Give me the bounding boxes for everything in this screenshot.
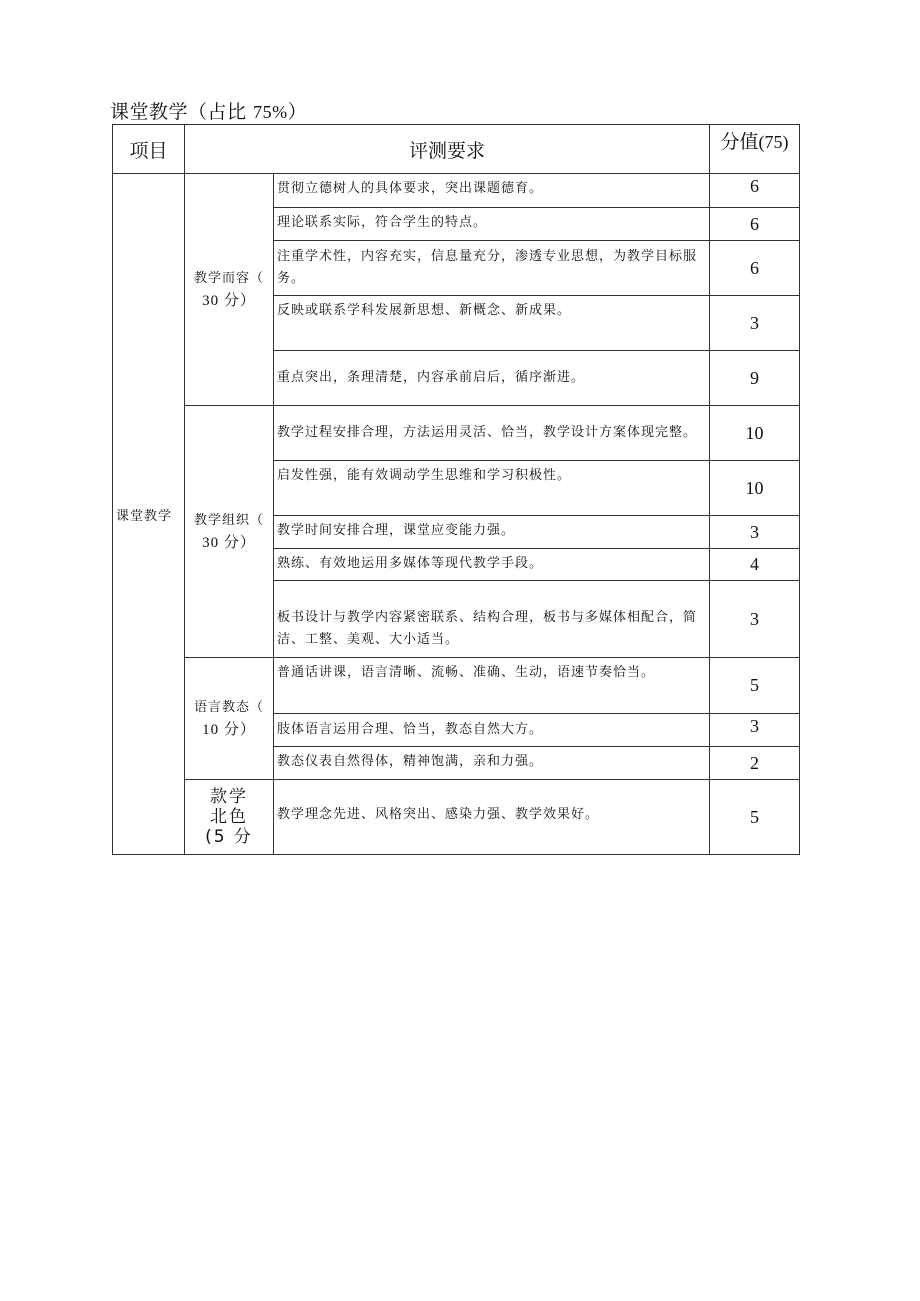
category-language — [185, 658, 274, 780]
requirement-text: 板书设计与教学内容紧密联系、结构合理，板书与多媒体相配合，简洁、工整、美观、大小适当。 — [274, 581, 710, 658]
requirement-text: 肢体语言运用合理、恰当，教态自然大方。 — [274, 714, 710, 747]
header-score — [710, 125, 800, 174]
category-points: 30 分） — [202, 292, 256, 309]
score-value: 6 — [710, 241, 800, 296]
requirement-text: 理论联系实际，符合学生的特点。 — [274, 208, 710, 241]
category-name: 教学组织（ — [193, 512, 264, 528]
requirement-text: 教态仪表自然得体，精神饱满，亲和力强。 — [274, 747, 710, 780]
score-value: 6 — [710, 174, 800, 208]
requirement-text: 熟练、有效地运用多媒体等现代教学手段。 — [274, 549, 710, 581]
score-value: 5 — [710, 658, 800, 714]
category-points: 30 分） — [202, 534, 256, 551]
requirement-text: 教学过程安排合理，方法运用灵活、恰当，教学设计方案体现完整。 — [274, 406, 710, 461]
score-value: 6 — [710, 208, 800, 241]
score-value: 3 — [710, 714, 800, 747]
evaluation-table — [112, 124, 800, 855]
requirement-text: 重点突出，条理清楚，内容承前启后，循序渐进。 — [274, 351, 710, 406]
score-value: 4 — [710, 549, 800, 581]
table-row — [113, 174, 800, 208]
score-value: 2 — [710, 747, 800, 780]
requirement-text: 注重学术性，内容充实，信息量充分，渗透专业思想，为教学目标服务。 — [274, 241, 710, 296]
category-content — [185, 174, 274, 406]
score-value: 3 — [710, 581, 800, 658]
score-value: 9 — [710, 351, 800, 406]
requirement-text: 启发性强，能有效调动学生思维和学习积极性。 — [274, 461, 710, 516]
header-score-total: (75) — [758, 132, 789, 152]
score-value: 3 — [710, 296, 800, 351]
project-cell: 课堂教学 — [113, 174, 185, 855]
table-row — [113, 780, 800, 855]
score-value: 10 — [710, 406, 800, 461]
category-name-line3: (5 分 — [205, 827, 253, 847]
category-feature — [185, 780, 274, 855]
section-title-percent: 75% — [253, 102, 288, 122]
requirement-text: 教学时间安排合理，课堂应变能力强。 — [274, 516, 710, 549]
requirement-text: 普通话讲课，语言清晰、流畅、准确、生动，语速节奏恰当。 — [274, 658, 710, 714]
category-organization — [185, 406, 274, 658]
header-score-label: 分值 — [720, 131, 759, 153]
section-title — [110, 97, 307, 124]
table-row — [113, 406, 800, 461]
category-name-line2: 北色 — [210, 807, 248, 827]
category-name: 教学而容（ — [193, 270, 264, 286]
category-name-line1: 款学 — [210, 787, 248, 807]
header-requirements: 评测要求 — [185, 125, 710, 174]
requirement-text: 反映或联系学科发展新思想、新概念、新成果。 — [274, 296, 710, 351]
requirement-text: 贯彻立德树人的具体要求，突出课题德育。 — [274, 174, 710, 208]
section-title-close: ） — [287, 101, 308, 123]
header-project: 项目 — [113, 125, 185, 174]
section-title-text: 课堂教学（占比 — [110, 101, 247, 123]
category-name: 语言教态（ — [193, 699, 264, 715]
score-value: 10 — [710, 461, 800, 516]
requirement-text: 教学理念先进、风格突出、感染力强、教学效果好。 — [274, 780, 710, 855]
score-value: 5 — [710, 780, 800, 855]
table-header-row — [113, 125, 800, 174]
table-row — [113, 658, 800, 714]
category-points: 10 分） — [202, 721, 256, 738]
score-value: 3 — [710, 516, 800, 549]
